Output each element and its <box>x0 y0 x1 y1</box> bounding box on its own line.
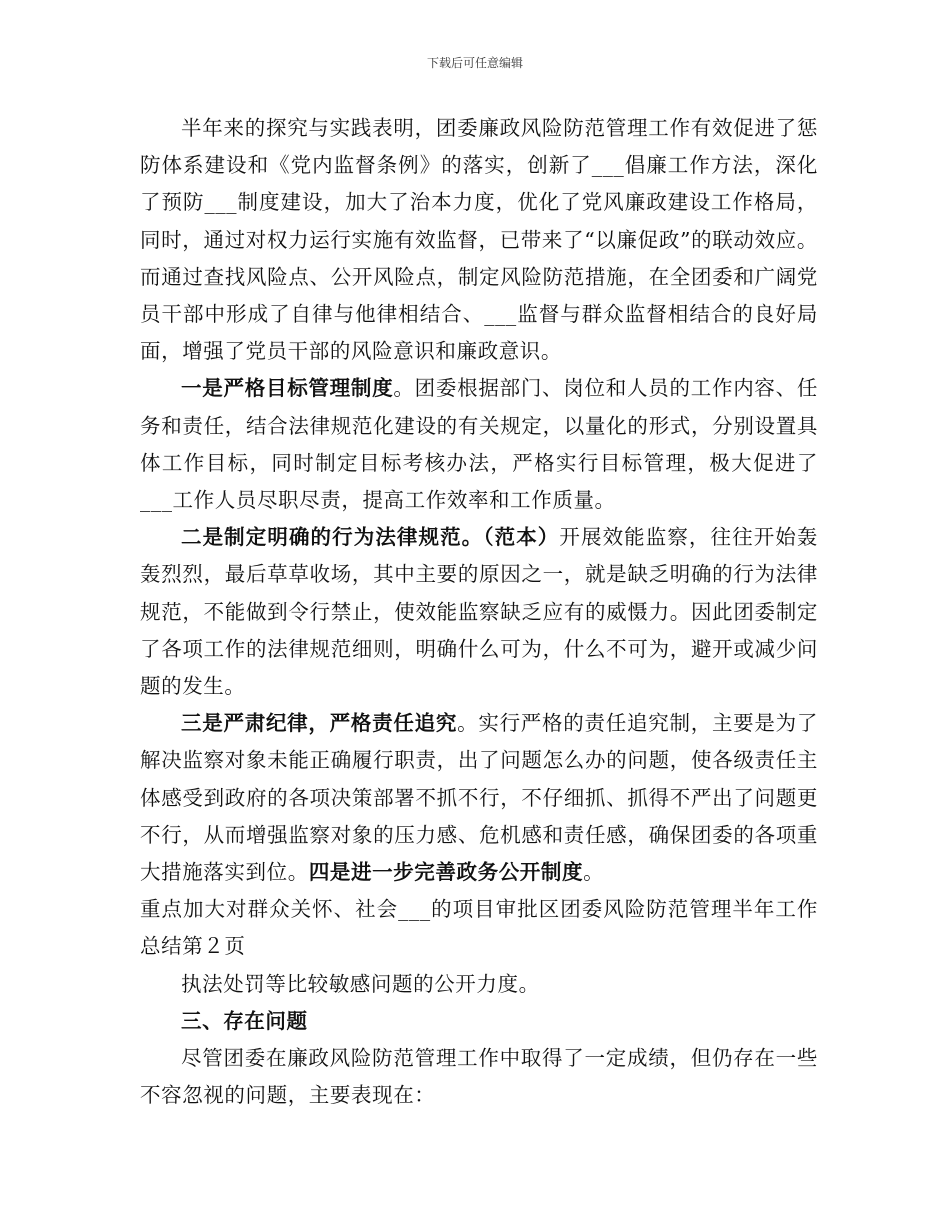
section-heading-problems: 三、存在问题 <box>181 1008 308 1033</box>
paragraph-point-one <box>140 370 818 519</box>
page-header: 下载后可任意编辑 <box>426 56 523 70</box>
point-two-text: 开展效能监察，往往开始轰轰烈烈，最后草草收场，其中主要的原因之一，就是缺乏明确的行为法律规范，不能做到令行禁止，使效能监察缺乏应有的威慑力。因此团委制定了各项工作的法律规范细则，明确什么可为，什么不可为，避开或减少问题的发生。 <box>140 525 818 699</box>
paragraph-summary: 半年来的探究与实践表明，团委廉政风险防范管理工作有效促进了惩防体系建设和《党内监督条例》的落实，创新了___倡廉工作方法，深化了预防___制度建设，加大了治本力度，优化了党风廉政建设工作格局，同时，通过对权力运行实施有效监督，已带来了“以廉促政”的联动效应。而通过查找风险点、公开风险点，制定风险防范措施，在全团委和广阔党员干部中形成了自律与他律相结合、___监督与群众监督相结合的良好局面，增强了党员干部的风险意识和廉政意识。 <box>140 116 818 364</box>
paragraph-problems-intro: 尽管团委在廉政风险防范管理工作中取得了一定成绩，但仍存在一些不容忽视的问题，主要表现在： <box>140 1046 818 1108</box>
point-two-title: 二是制定明确的行为法律规范。（范本） <box>181 525 560 550</box>
paragraph-continuation: 执法处罚等比较敏感问题的公开力度。 <box>181 971 540 996</box>
point-one-title: 一是严格目标管理制度 <box>181 376 394 401</box>
document-body <box>140 110 818 1114</box>
point-three-title: 三是严肃纪律，严格责任追究 <box>181 711 458 736</box>
paragraph-point-two <box>140 519 818 705</box>
point-four-punct: 。 <box>583 860 605 885</box>
paragraph-point-four-text: 重点加大对群众关怀、社会___的项目审批区团委风险防范管理半年工作总结第２页 <box>140 897 818 959</box>
point-one-text: 。团委根据部门、岗位和人员的工作内容、任务和责任，结合法律规范化建设的有关规定，以量化的形式，分别设置具体工作目标，同时制定目标考核办法，严格实行目标管理，极大促进了___工作人员尽职尽责，提高工作效率和工作质量。 <box>140 376 819 513</box>
point-four-title: 四是进一步完善政务公开制度 <box>308 860 584 885</box>
paragraph-point-three <box>140 705 818 891</box>
point-three-text: 。实行严格的责任追究制，主要是为了解决监察对象未能正确履行职责，出了问题怎么办的问题，使各级责任主体感受到政府的各项决策部署不抓不行，不仔细抓、抓得不严出了问题更不行，从而增强监察对象的压力感、危机感和责任感，确保团委的各项重大措施落实到位。 <box>140 711 818 885</box>
